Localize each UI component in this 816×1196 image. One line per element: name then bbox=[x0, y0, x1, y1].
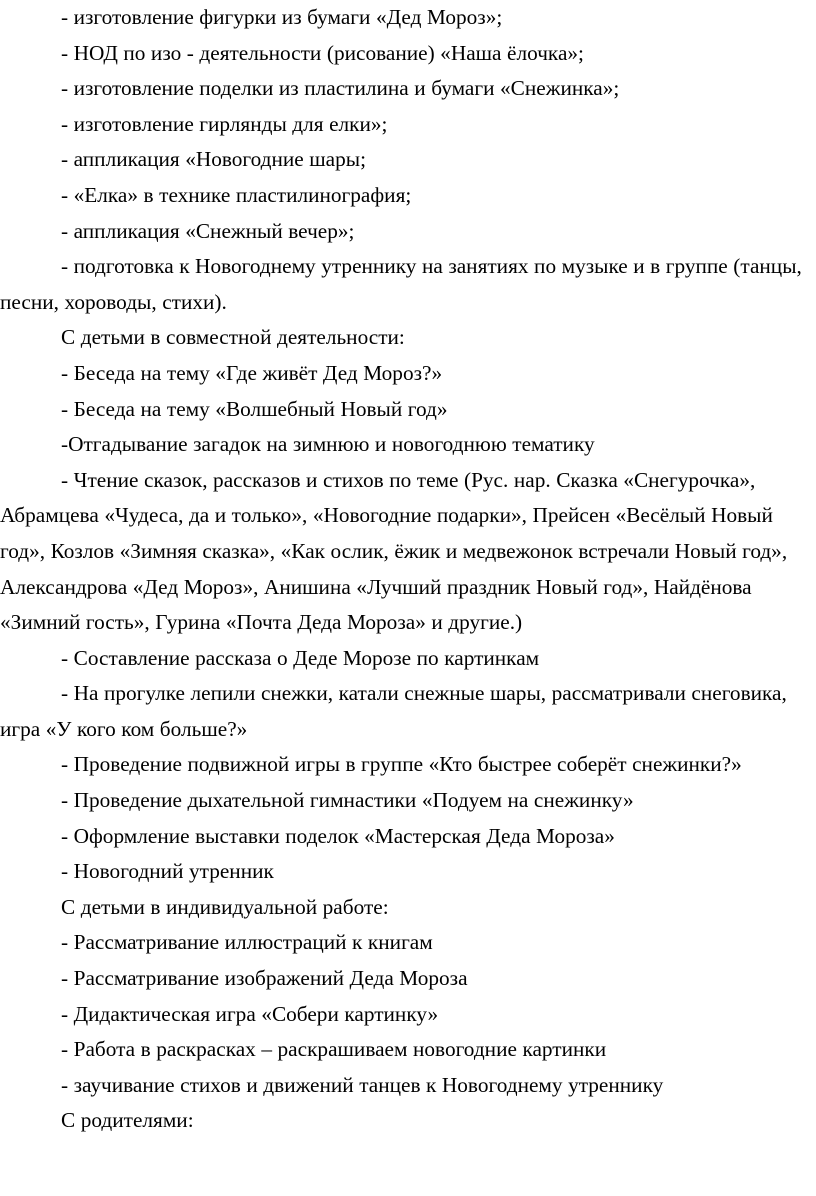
section-heading: С детьми в индивидуальной работе: bbox=[61, 894, 389, 919]
list-item: - Проведение подвижной игры в группе «Кто быстрее соберёт снежинки?» bbox=[61, 752, 742, 777]
list-item: - Рассматривание иллюстраций к книгам bbox=[61, 930, 433, 955]
list-item: - Дидактическая игра «Собери картинку» bbox=[61, 1001, 439, 1026]
list-item: - Рассматривание изображений Деда Мороза bbox=[61, 966, 468, 991]
list-item: - НОД по изо - деятельности (рисование) «Наша ёлочка»; bbox=[61, 40, 584, 65]
list-item: -Отгадывание загадок на зимнюю и новогоднюю тематику bbox=[61, 432, 595, 457]
list-item: - аппликация «Новогодние шары; bbox=[61, 147, 367, 172]
list-item: - подготовка к Новогоднему утреннику на занятиях по музыке и в группе (танцы, песни, хороводы, стихи). bbox=[0, 254, 802, 314]
list-item: - Составление рассказа о Деде Морозе по картинкам bbox=[61, 645, 540, 670]
list-item: - Чтение сказок, рассказов и стихов по теме (Рус. нар. Сказка «Снегурочка», Абрамцева «Чудеса, да и только», «Новогодние подарки», Прейсен «Весёлый Новый год», Козлов «Зимняя сказка», «Как ослик, ёжик и медвежонок встречали Новый год», Александрова «Дед Мороз», Анишина «Лучший праздник Новый год», Найдёнова «Зимний гость», Гурина «Почта Деда Мороза» и другие.) bbox=[0, 467, 788, 635]
section-heading: С родителями: bbox=[61, 1108, 194, 1133]
list-item: - аппликация «Снежный вечер»; bbox=[61, 218, 355, 243]
list-item: - Работа в раскрасках – раскрашиваем новогодние картинки bbox=[61, 1037, 607, 1062]
list-item: - заучивание стихов и движений танцев к Новогоднему утреннику bbox=[61, 1072, 664, 1097]
list-item: - Проведение дыхательной гимнастики «Подуем на снежинку» bbox=[61, 788, 634, 813]
list-item: - На прогулке лепили снежки, катали снежные шары, рассматривали снеговика, игра «У кого ком больше?» bbox=[0, 681, 787, 741]
list-item: - Беседа на тему «Волшебный Новый год» bbox=[61, 396, 448, 421]
list-item: - Новогодний утренник bbox=[61, 859, 274, 884]
list-item: - Беседа на тему «Где живёт Дед Мороз?» bbox=[61, 360, 443, 385]
list-item: - изготовление поделки из пластилина и бумаги «Снежинка»; bbox=[61, 76, 620, 101]
section-heading: С детьми в совместной деятельности: bbox=[61, 325, 405, 350]
list-item: - Оформление выставки поделок «Мастерская Деда Мороза» bbox=[61, 823, 615, 848]
list-item: - изготовление гирлянды для елки»; bbox=[61, 111, 388, 136]
list-item: - «Елка» в технике пластилинография; bbox=[61, 182, 412, 207]
list-item: - изготовление фигурки из бумаги «Дед Мороз»; bbox=[61, 5, 503, 29]
